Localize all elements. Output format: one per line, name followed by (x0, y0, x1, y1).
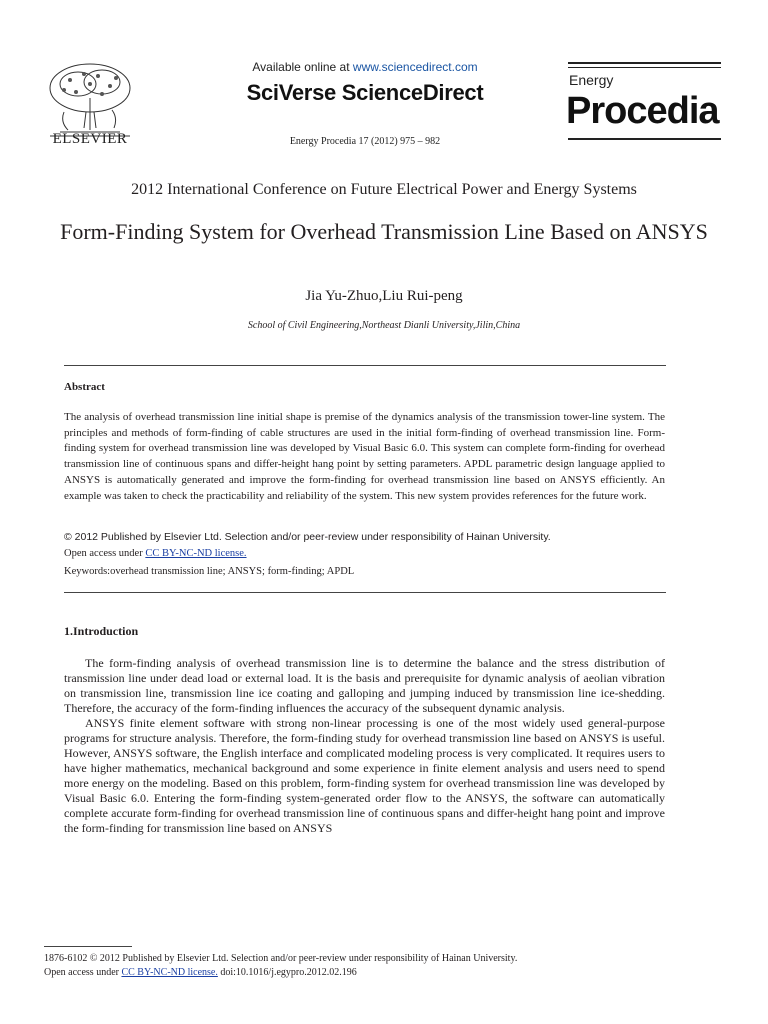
journal-logo-rules (568, 62, 721, 68)
introduction-body (64, 656, 665, 836)
available-online-text (200, 60, 530, 74)
abstract-top-divider (64, 365, 666, 366)
journal-logo-large: Procedia (566, 90, 719, 132)
section-heading-introduction: 1.Introduction (64, 624, 139, 638)
journal-logo-small: Energy (569, 72, 614, 88)
intro-paragraph: ANSYS finite element software with strong non-linear processing is one of the most widely used general-purpose programs for structure analysis. Therefore, the form-finding study for overhead transmission line based on ANSYS is useful. However, ANSYS software, the English interface and complicated modeling process is very complicated. It requires users to have higher mathematics, mechanical background and some experience in finite element analysis and users need to spend more energy on the modeling. Based on this problem, form-finding system for overhead transmission line was developed by Visual Basic 6.0. Entering the form-finding system-generated order flow to the ANSYS, the software can automatically complete accurate form-finding for overhead transmission line of continuous spans and differ-height hang point and improve the form-finding for transmission line based on ANSYS (64, 716, 665, 835)
paper-authors: Jia Yu-Zhuo,Liu Rui-peng (305, 288, 463, 304)
intro-paragraph: The form-finding analysis of overhead transmission line is to determine the balance and the stress distribution of transmission line under dead load or external load. It is the basis and prerequisite for dynamic analysis of aeolian vibration on transmission line, transmission line ice coating and galloping and jumping induced by transmission line ice-shedding. Therefore, the accuracy of the form-finding influences the accuracy of the subsequent dynamic analysis. (64, 656, 665, 715)
abstract-heading: Abstract (64, 381, 105, 393)
open-access-prefix: Open access under (64, 548, 146, 559)
footnote-divider (44, 946, 132, 947)
footer-issn-copyright: 1876-6102 © 2012 Published by Elsevier Ltd. Selection and/or peer-review under responsibility of Hainan University. (44, 953, 518, 964)
paper-title: Form-Finding System for Overhead Transmission Line Based on ANSYS (60, 219, 708, 244)
publisher-wordmark: ELSEVIER (52, 131, 128, 147)
footer-doi: doi:10.1016/j.egypro.2012.02.196 (217, 967, 357, 978)
platform-wordmark: SciVerse ScienceDirect (246, 80, 484, 105)
conference-name: 2012 International Conference on Future Electrical Power and Energy Systems (131, 181, 637, 198)
footer-license-link[interactable]: CC BY-NC-ND license. (121, 967, 218, 978)
keywords: Keywords:overhead transmission line; ANSYS; form-finding; APDL (64, 566, 355, 577)
available-prefix: Available online at (252, 60, 353, 74)
footer-open-access (44, 967, 357, 978)
open-access-notice (64, 548, 247, 559)
author-affiliation: School of Civil Engineering,Northeast Dianli University,Jilin,China (247, 320, 521, 331)
license-link[interactable]: CC BY-NC-ND license. (145, 548, 247, 559)
sciencedirect-link[interactable]: www.sciencedirect.com (352, 60, 478, 74)
abstract-bottom-divider (64, 592, 666, 593)
abstract-text: The analysis of overhead transmission line initial shape is premise of the dynamics analysis of the transmission tower-line system. The principles and methods of form-finding of cable structures are used in the initial form-finding of overhead transmission line. Form-finding system for overhead transmission line was developed by Visual Basic 6.0. This system can complete form-finding for overhead transmission line of continuous spans and differ-height hang point by setting parameters. APDL parametric design language applied to ANSYS is automatically generated and improve the form-finding for overhead transmission line based on ANSYS efficiently. An example was taken to check the practicability and reliability of the system. This new system provides references for the future work. (64, 411, 665, 502)
journal-logo-bottom-rule (568, 138, 721, 140)
journal-citation: Energy Procedia 17 (2012) 975 – 982 (289, 136, 441, 147)
copyright-notice: © 2012 Published by Elsevier Ltd. Selection and/or peer-review under responsibility of Hainan University. (64, 531, 551, 543)
footer-open-access-prefix: Open access under (44, 967, 122, 978)
